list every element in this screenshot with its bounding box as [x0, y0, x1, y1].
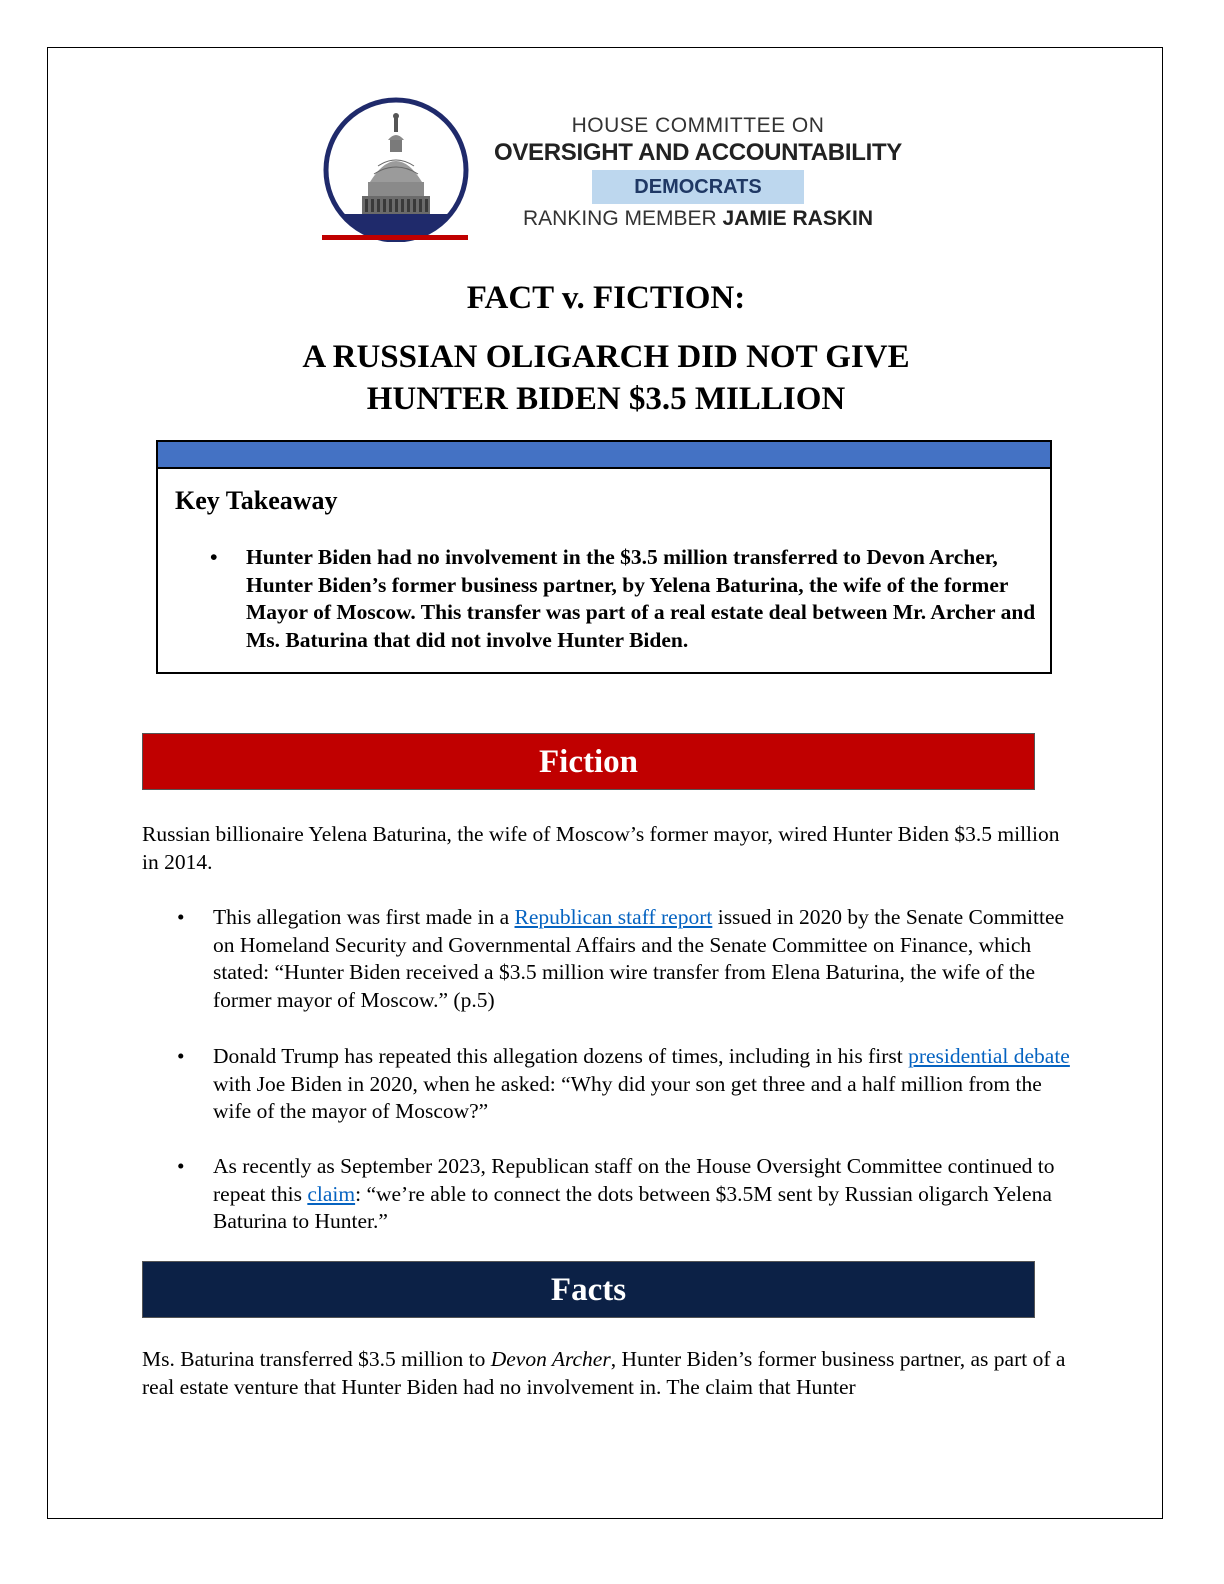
committee-line-1: HOUSE COMMITTEE ON — [571, 114, 825, 137]
ranking-member-prefix: RANKING MEMBER — [522, 207, 723, 230]
bullet-icon: • — [177, 1044, 185, 1068]
ranking-member-name: JAMIE RASKIN — [722, 207, 874, 230]
takeaway-text: Hunter Biden had no involvement in the $3.5 million transferred to Devon Archer, Hunter Biden’s former business partner, by Yelena Baturina, the wife of the former Mayor of Moscow. This transfer was part of a real estate deal between Mr. Archer and Ms. Baturina that did not involve Hunter Biden. — [246, 545, 1036, 652]
democrats-badge: DEMOCRATS — [592, 170, 804, 204]
facts-italic-name: Devon Archer — [490, 1347, 611, 1371]
subtitle-line-2: HUNTER BIDEN $3.5 MILLION — [366, 381, 846, 417]
facts-text-after: , Hunter Biden’s former business partner, as part of a real estate venture that Hunter Biden had no involvement in. The claim that Hunter — [142, 1347, 1066, 1399]
bullet-text: : “we’re able to connect the dots between $3.5M sent by Russian oligarch Yelena Baturina to Hunter.” — [213, 1181, 1052, 1233]
fiction-section-header: Fiction — [142, 733, 1035, 790]
presidential-debate-link[interactable]: presidential debate — [908, 1044, 1070, 1068]
list-item — [177, 1043, 1073, 1126]
bullet-icon: • — [177, 905, 185, 929]
fiction-bullet-2 — [177, 1043, 1073, 1126]
committee-logo — [308, 96, 908, 246]
bullet-text: As recently as September 2023, Republican staff on the House Oversight Committee continued to repeat this — [213, 1154, 1055, 1206]
bullet-text: This allegation was first made in a — [213, 905, 515, 929]
facts-section-header: Facts — [142, 1261, 1035, 1318]
claim-link[interactable]: claim — [307, 1181, 356, 1206]
list-item — [177, 1153, 1073, 1236]
fiction-bullet-3 — [177, 1153, 1073, 1236]
bullet-icon: • — [210, 545, 218, 569]
republican-staff-report-link[interactable]: Republican staff report — [514, 905, 713, 929]
bullet-text: with Joe Biden in 2020, when he asked: “Why did your son get three and a half million from the wife of the mayor of Moscow?” — [213, 1071, 1042, 1123]
subtitle-line-1: A RUSSIAN OLIGARCH DID NOT GIVE — [302, 339, 910, 375]
takeaway-header-bar — [158, 442, 1050, 469]
list-item — [177, 904, 1073, 1014]
capitol-dome-seal-icon — [308, 96, 484, 242]
facts-paragraph — [142, 1345, 1072, 1401]
committee-line-2: OVERSIGHT AND ACCOUNTABILITY — [493, 139, 903, 166]
fiction-intro: Russian billionaire Yelena Baturina, the wife of Moscow’s former mayor, wired Hunter Biden $3.5 million in 2014. — [142, 822, 1060, 874]
list-item — [210, 544, 1046, 654]
takeaway-heading: Key Takeaway — [175, 486, 338, 515]
bullet-icon: • — [177, 1154, 185, 1178]
page-title: FACT v. FICTION: — [466, 280, 746, 316]
takeaway-list — [210, 544, 1046, 654]
committee-name — [488, 114, 908, 234]
fiction-bullet-1 — [177, 904, 1073, 1014]
page-subtitle — [0, 336, 1212, 420]
bullet-text: issued in 2020 by the Senate Committee on Homeland Security and Governmental Affairs and the Senate Committee on Finance, which stated: “Hunter Biden received a $3.5 million wire transfer from Elena Baturina, the wife of the former mayor of Moscow.” (p.5) — [213, 905, 1065, 1012]
bullet-text: Donald Trump has repeated this allegation dozens of times, including in his first — [213, 1044, 909, 1068]
facts-text-before: Ms. Baturina transferred $3.5 million to — [142, 1347, 491, 1371]
ranking-member-line — [488, 204, 908, 234]
key-takeaway-box — [156, 440, 1052, 674]
